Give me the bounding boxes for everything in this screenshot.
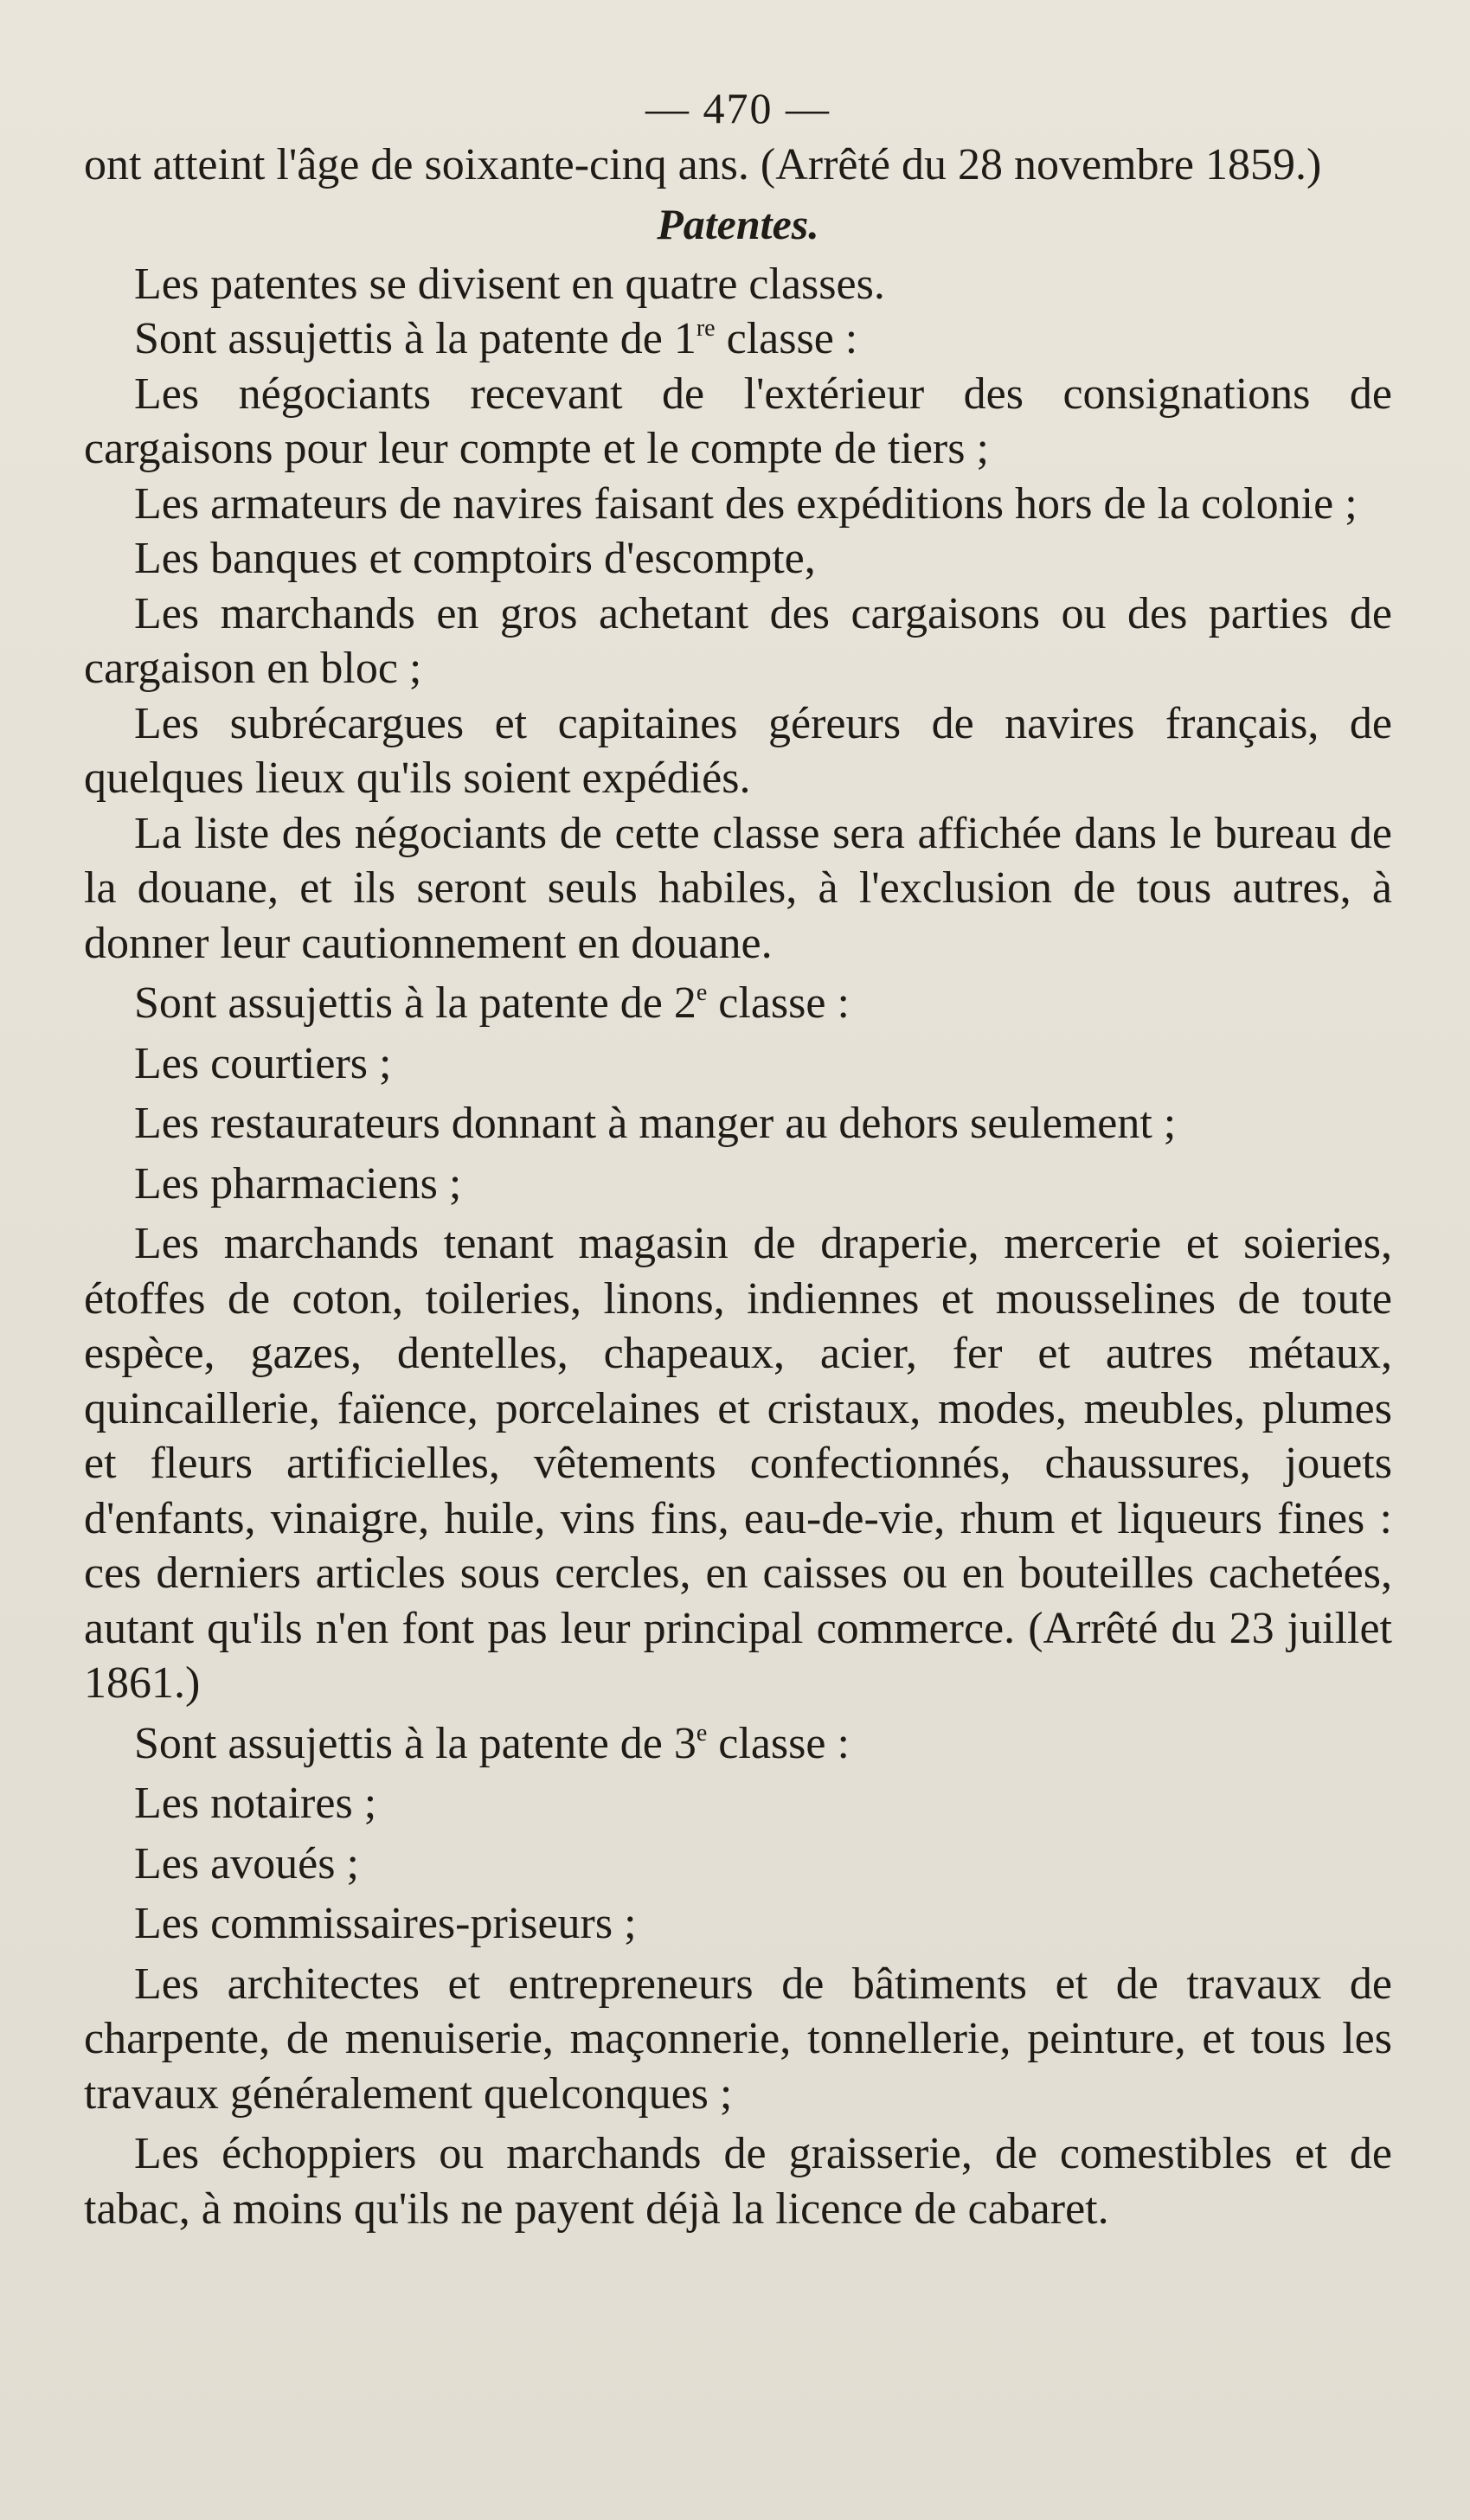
section-title: Patentes. (657, 199, 819, 248)
intro-paragraph: ont atteint l'âge de soixante-cinq ans. (Arrêté du 28 novembre 1859.) (84, 140, 1322, 189)
class1-item: Les négociants recevant de l'extérieur des consignations de cargaisons pour leur compte et le compte de tiers ; (84, 369, 1392, 473)
class1-heading-tail: classe : (715, 314, 858, 363)
class3-item: Les échoppiers ou marchands de graisserie, de comestibles et de tabac, à moins qu'ils ne payent déjà la licence de cabaret. (84, 2129, 1392, 2234)
class2-item: Les restaurateurs donnant à manger au dehors seulement ; (134, 1099, 1177, 1148)
class1-heading (84, 311, 1392, 367)
class3-heading-text: Sont assujettis à la patente de 3 (134, 1718, 696, 1768)
class2-heading-tail: classe : (707, 978, 850, 1028)
class2-item: Les pharmaciens ; (134, 1158, 462, 1209)
class2-heading-sup: e (696, 979, 708, 1006)
class2-heading-text: Sont assujettis à la patente de 2 (134, 978, 696, 1028)
class3-item: Les commissaires-priseurs ; (134, 1899, 637, 1948)
class1-item: Les marchands en gros achetant des cargaisons ou des parties de cargaison en bloc ; (84, 588, 1392, 693)
class1-item: Les armateurs de navires faisant des expéditions hors de la colonie ; (134, 478, 1358, 529)
class1-item: La liste des négociants de cette classe sera affichée dans le bureau de la douane, et ils seront seuls habiles, à l'exclusion de tous autres, à donner leur cautionnement en douane. (84, 808, 1392, 968)
class3-heading-sup: e (696, 1719, 708, 1747)
class3-item: Les avoués ; (134, 1838, 359, 1888)
class3-heading (84, 1716, 1392, 1772)
class1-heading-sup: re (696, 315, 716, 342)
class1-item: Les banques et comptoirs d'escompte, (134, 534, 816, 583)
page-body (84, 138, 1392, 2236)
class1-item: Les subrécargues et capitaines géreurs de navires français, de quelques lieux qu'ils soient expédiés. (84, 698, 1392, 803)
class1-heading-text: Sont assujettis à la patente de 1 (134, 314, 696, 363)
class3-item: Les architectes et entrepreneurs de bâtiments et de travaux de charpente, de menuiserie, maçonnerie, tonnellerie, peinture, et tous les travaux généralement quelconques ; (84, 1959, 1392, 2119)
page-number: — 470 — (645, 84, 831, 132)
class2-item: Les courtiers ; (134, 1038, 392, 1088)
class3-item: Les notaires ; (134, 1779, 377, 1828)
class2-heading (84, 976, 1392, 1031)
patentes-intro-paragraph: Les patentes se divisent en quatre classes. (134, 259, 885, 309)
class2-item: Les marchands tenant magasin de draperie, mercerie et soieries, étoffes de coton, toileries, linons, indiennes et mousselines de toute espèce, gazes, dentelles, chapeaux, acier, fer et autres métaux, quincaillerie, faïence, porcelaines et cristaux, modes, meubles, plumes et fleurs artificielles, vêtements confectionnés, chaussures, jouets d'enfants, vinaigre, huile, vins fins, eau-de-vie, rhum et liqueurs fines : ces derniers articles sous cercles, en caisses ou en bouteilles cachetées, autant qu'ils n'en font pas leur principal commerce. (Arrêté du 23 juillet 1861.) (84, 1219, 1392, 1708)
class3-heading-tail: classe : (707, 1718, 850, 1768)
